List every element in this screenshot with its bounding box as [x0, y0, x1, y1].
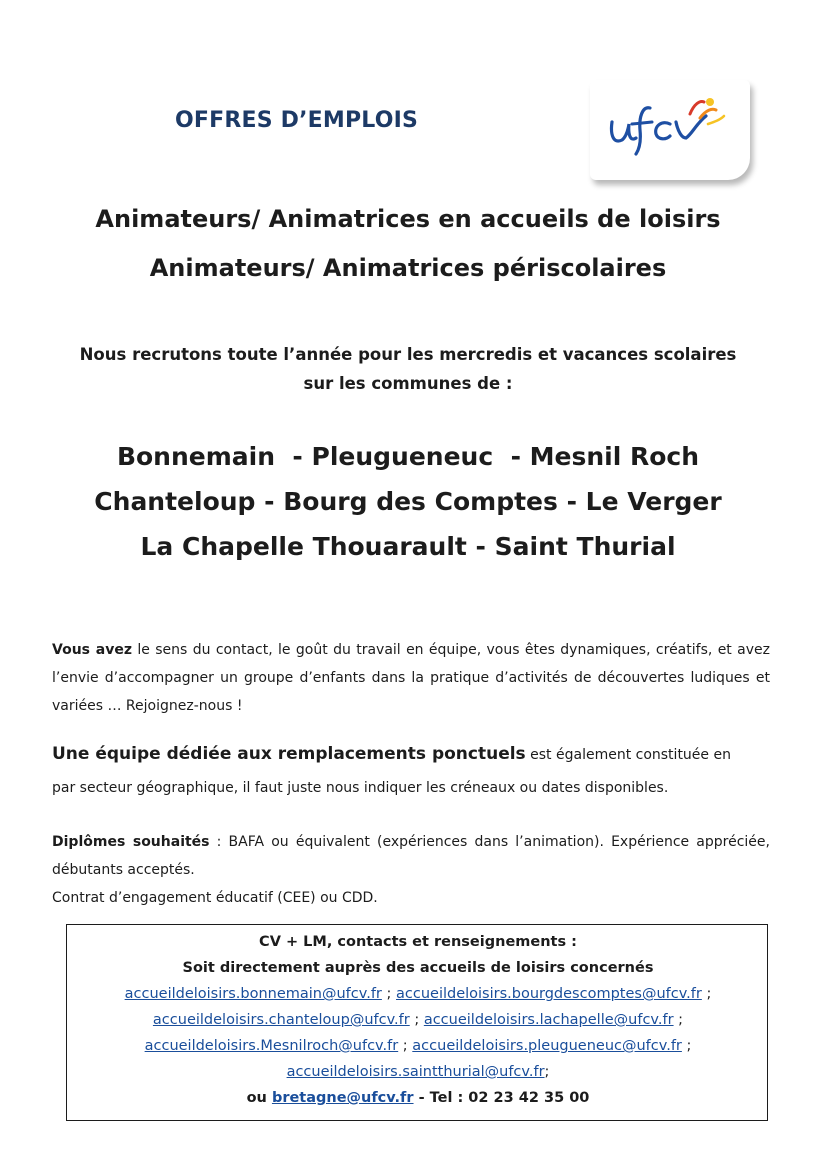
- requirements-paragraph: [52, 828, 770, 912]
- email-link-bonnemain[interactable]: accueildeloisirs.bonnemain@ufcv.fr: [124, 986, 382, 1002]
- team-text-1: est également constituée en: [525, 747, 731, 763]
- recruitment-line-2: sur les communes de :: [303, 374, 513, 393]
- phone-label: - Tel : 02 23 42 35 00: [413, 1090, 590, 1106]
- email-separator: ;: [409, 1012, 424, 1028]
- requirements-text: : BAFA ou équivalent (expériences dans l’animation). Expérience appréciée, débutants acceptés.: [52, 834, 770, 878]
- email-link-mesnilroch[interactable]: accueildeloisirs.Mesnilroch@ufcv.fr: [144, 1038, 399, 1054]
- trailing-semicolon: ;: [544, 1064, 550, 1080]
- team-paragraph-line-1: [52, 744, 770, 764]
- profile-paragraph: [52, 636, 770, 720]
- email-link-saintthurial[interactable]: accueildeloisirs.saintthurial@ufcv.fr: [286, 1064, 545, 1080]
- email-link-bourgdescomptes[interactable]: accueildeloisirs.bourgdescomptes@ufcv.fr: [396, 986, 702, 1002]
- page-title: OFFRES D’EMPLOIS: [175, 108, 419, 133]
- contact-emails-line-2: [67, 1007, 769, 1033]
- ufcv-logo-mark: [590, 80, 750, 180]
- ufcv-logo: [590, 80, 750, 180]
- email-link-lachapelle[interactable]: accueildeloisirs.lachapelle@ufcv.fr: [423, 1012, 674, 1028]
- headline-periscolaire: Animateurs/ Animatrices périscolaires: [149, 254, 667, 282]
- email-separator: ;: [398, 1038, 413, 1054]
- contact-emails-line-1: [67, 981, 769, 1007]
- headline-leisure-centers: Animateurs/ Animatrices en accueils de loisirs: [95, 205, 721, 233]
- email-separator: ;: [673, 1012, 684, 1028]
- contact-title: CV + LM, contacts et renseignements :: [259, 934, 577, 950]
- contact-emails-line-4: [67, 1059, 769, 1085]
- towns-line-2: Chanteloup - Bourg des Comptes - Le Verger: [94, 487, 722, 516]
- requirements-line: [52, 828, 770, 884]
- email-link-chanteloup[interactable]: accueildeloisirs.chanteloup@ufcv.fr: [152, 1012, 410, 1028]
- email-separator: ;: [681, 1038, 692, 1054]
- towns-line-3: La Chapelle Thouarault - Saint Thurial: [140, 532, 676, 561]
- contact-box: [66, 924, 768, 1121]
- contact-emails-line-3: [67, 1033, 769, 1059]
- recruitment-line-1: Nous recrutons toute l’année pour les mercredis et vacances scolaires: [79, 345, 737, 364]
- or-label: ou: [246, 1090, 272, 1106]
- towns-line-1: Bonnemain - Pleugueneuc - Mesnil Roch: [116, 442, 700, 471]
- requirements-lead: Diplômes souhaités: [52, 834, 210, 850]
- email-link-bretagne[interactable]: bretagne@ufcv.fr: [271, 1090, 414, 1106]
- email-separator: ;: [381, 986, 396, 1002]
- email-link-pleugueneuc[interactable]: accueildeloisirs.pleugueneuc@ufcv.fr: [412, 1038, 682, 1054]
- profile-text: le sens du contact, le goût du travail en équipe, vous êtes dynamiques, créatifs, et avez l’envie d’accompagner un groupe d’enfants dans la pratique d’activités de découvertes ludiques et variées … Rejoignez-nous !: [52, 642, 770, 714]
- team-lead: Une équipe dédiée aux remplacements ponctuels: [52, 744, 526, 764]
- team-paragraph-line-2: par secteur géographique, il faut juste nous indiquer les créneaux ou dates disponibles.: [52, 780, 669, 796]
- contact-regional-line: [67, 1085, 769, 1111]
- profile-lead: Vous avez: [52, 642, 132, 658]
- contract-line: Contrat d’engagement éducatif (CEE) ou CDD.: [52, 890, 378, 906]
- email-separator: ;: [701, 986, 712, 1002]
- contact-subtitle: Soit directement auprès des accueils de loisirs concernés: [182, 960, 654, 976]
